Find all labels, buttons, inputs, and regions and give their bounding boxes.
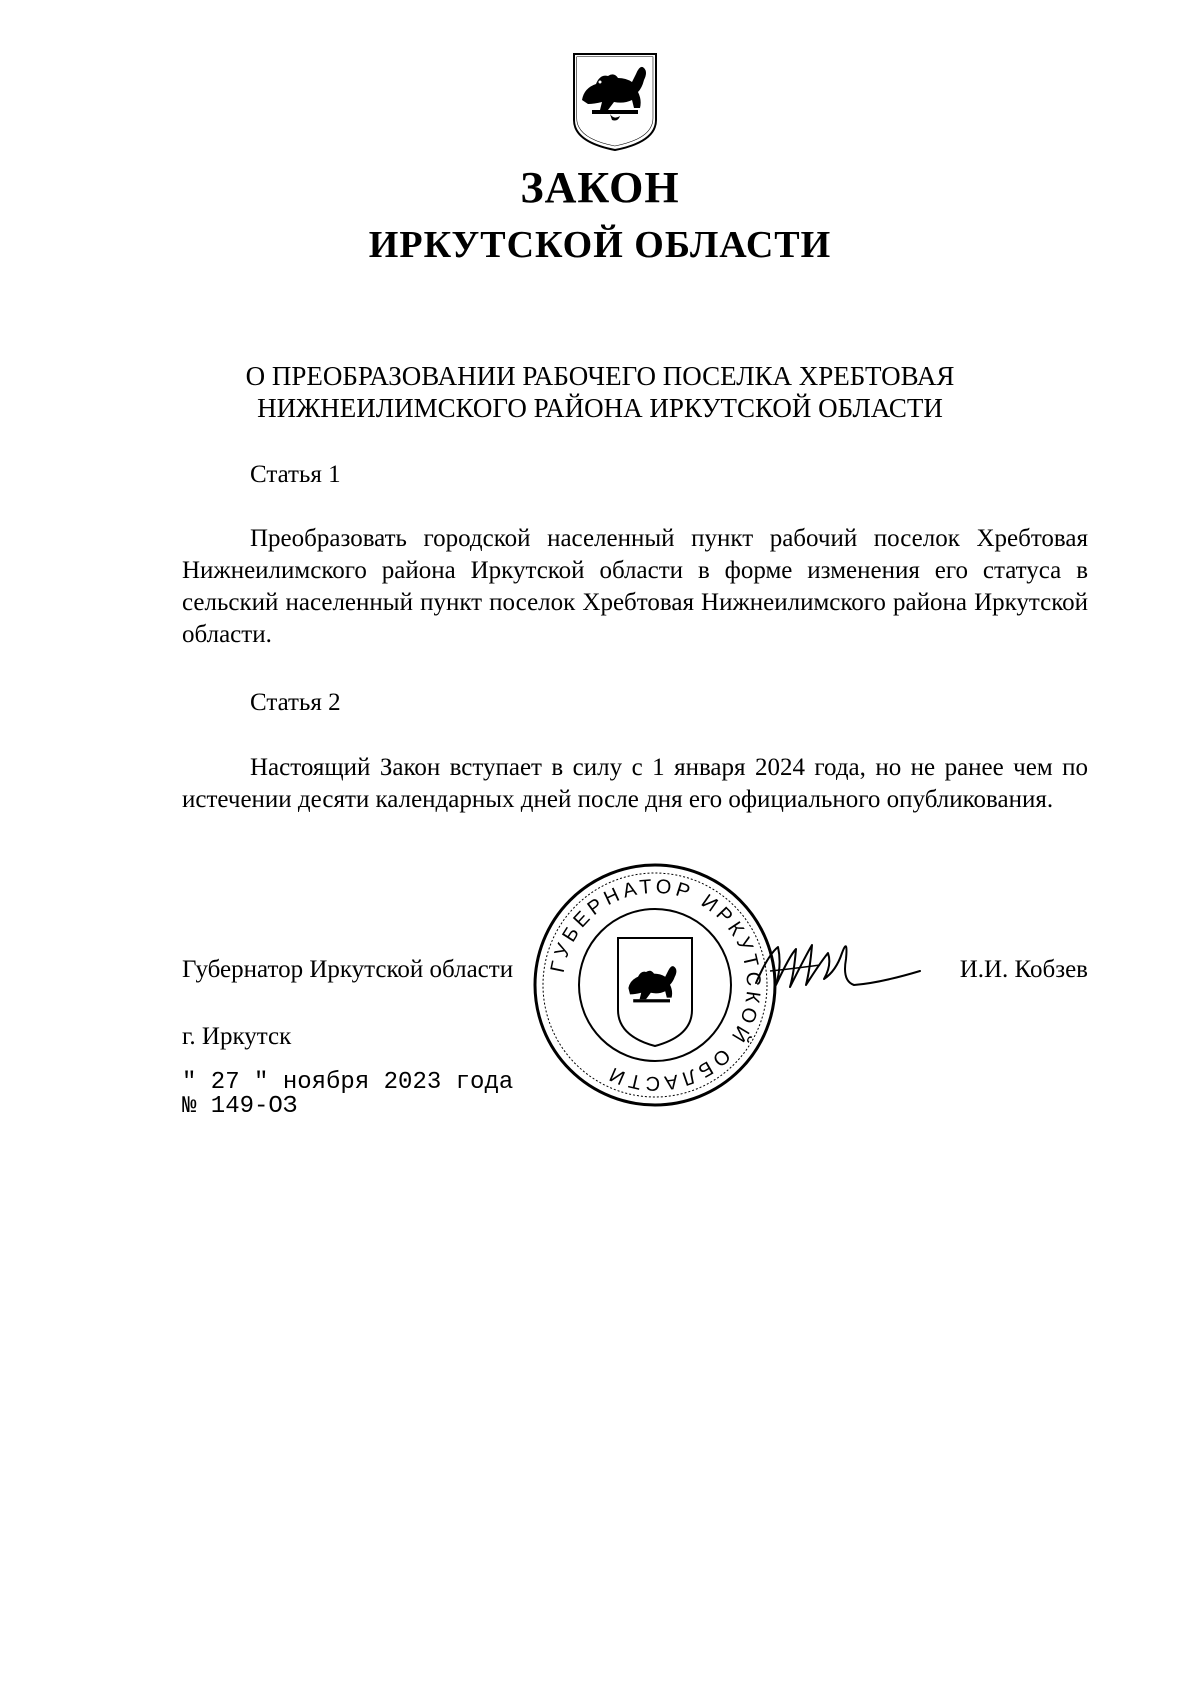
article-1-heading: Статья 1: [250, 461, 341, 488]
document-subtitle: ИРКУТСКОЙ ОБЛАСТИ: [368, 224, 832, 266]
article-1-text: Преобразовать городской населенный пункт рабочий поселок Хребтовая Нижнеилимского района Иркутской области в форме изменения его статуса в сельский населенный пункт поселок Хребтовая Нижнеилимского района Иркутской области.: [182, 525, 1088, 648]
document-title: ЗАКОН: [520, 163, 680, 212]
official-seal-icon: [530, 860, 780, 1110]
law-subject-line-1: О ПРЕОБРАЗОВАНИИ РАБОЧЕГО ПОСЕЛКА ХРЕБТОВАЯ: [245, 361, 955, 391]
coat-of-arms-icon: [570, 50, 660, 154]
law-number: № 149-ОЗ: [182, 1093, 298, 1120]
law-subject-line-2: НИЖНЕИЛИМСКОГО РАЙОНА ИРКУТСКОЙ ОБЛАСТИ: [257, 393, 943, 423]
signatory-name: И.И. Кобзев: [959, 956, 1088, 983]
signatory-position: Губернатор Иркутской области: [182, 956, 514, 983]
signing-date: " 27 " ноября 2023 года: [182, 1069, 514, 1096]
seal-text: ГУБЕРНАТОР ИРКУТСКОЙ ОБЛАСТИ: [546, 875, 765, 1095]
article-2-text: Настоящий Закон вступает в силу с 1 января 2024 года, но не ранее чем по истечении десяти календарных дней после дня его официального опубликования.: [182, 754, 1088, 813]
article-2-heading: Статья 2: [250, 689, 341, 716]
handwritten-signature: [750, 925, 930, 1005]
signing-place: г. Иркутск: [182, 1023, 292, 1050]
